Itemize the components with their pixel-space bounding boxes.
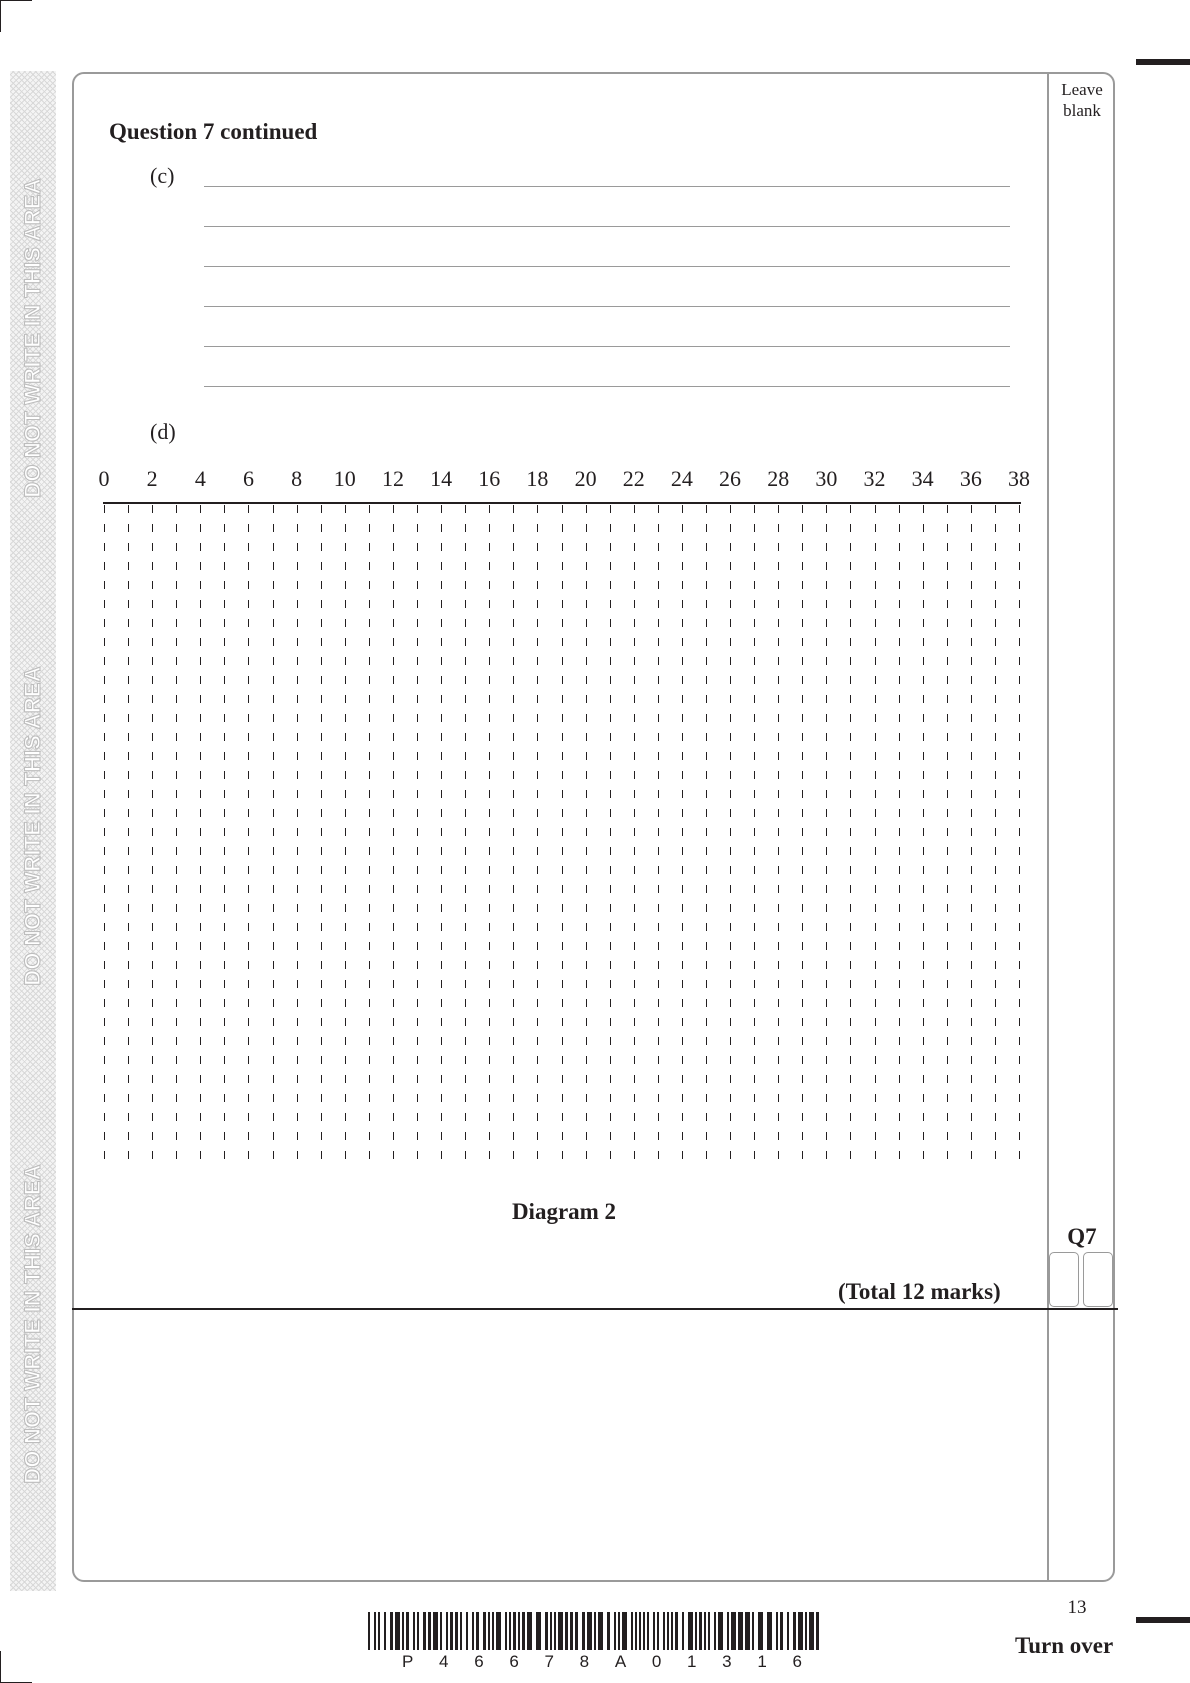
barcode-bar: [752, 1612, 754, 1650]
barcode-bar: [607, 1612, 610, 1650]
barcode-bar: [527, 1612, 532, 1650]
barcode-bar: [374, 1612, 376, 1650]
dashed-gridline: [393, 505, 394, 1159]
barcode-digit: 3: [722, 1652, 732, 1671]
dashed-gridline: [875, 505, 876, 1159]
axis-tick-label: 38: [1008, 466, 1030, 491]
barcode-bar: [639, 1612, 641, 1650]
barcode-bar: [554, 1612, 556, 1650]
barcode-bar: [413, 1612, 415, 1650]
turn-over-label: Turn over: [1015, 1633, 1114, 1658]
dashed-gridline: [658, 505, 659, 1159]
barcode-bar: [496, 1612, 501, 1650]
barcode-bar: [714, 1612, 716, 1650]
dashed-gridline: [200, 505, 201, 1159]
dashed-gridline: [273, 505, 274, 1159]
dashed-gridline: [321, 505, 322, 1159]
question-code: Q7: [1067, 1224, 1097, 1249]
do-not-write-label-top: DO NOT WRITE IN THIS AREA: [20, 178, 45, 498]
barcode-bar: [780, 1612, 783, 1650]
barcode-bar: [657, 1612, 659, 1650]
dashed-gridline: [369, 505, 370, 1159]
dashed-gridline: [610, 505, 611, 1159]
barcode-bar: [368, 1612, 370, 1650]
axis-tick-label: 10: [333, 466, 356, 491]
barcode-bar: [758, 1612, 763, 1650]
dashed-gridline: [995, 505, 996, 1159]
barcode-bar: [767, 1612, 772, 1650]
barcode-bar: [522, 1612, 525, 1650]
barcode-bar: [695, 1612, 697, 1650]
barcode-bar: [406, 1612, 409, 1650]
dashed-gridline: [297, 505, 298, 1159]
barcode-bar: [518, 1612, 520, 1650]
dashed-gridline: [754, 505, 755, 1159]
dashed-gridline: [345, 505, 346, 1159]
barcode-bar: [575, 1612, 578, 1650]
barcode-bar: [460, 1612, 462, 1650]
dashed-gridline: [562, 505, 563, 1159]
axis-tick-label: 24: [670, 466, 693, 491]
dashed-gridline: [176, 505, 177, 1159]
leave-blank-column-divider: [1047, 73, 1049, 1581]
barcode-bar: [798, 1612, 803, 1650]
dashed-gridline: [706, 505, 707, 1159]
barcode-bar: [675, 1612, 678, 1650]
page-number: 13: [1067, 1597, 1087, 1618]
answer-line[interactable]: [204, 266, 1010, 267]
barcode-bar: [390, 1612, 393, 1650]
barcode-digit: 6: [474, 1652, 484, 1671]
dashed-gridline: [1019, 505, 1020, 1159]
barcode-bar: [446, 1612, 448, 1650]
barcode-bar: [550, 1612, 552, 1650]
dashed-gridline: [971, 505, 972, 1159]
barcode-bar: [440, 1612, 442, 1650]
total-marks: (Total 12 marks): [838, 1279, 1001, 1304]
barcode-bar: [776, 1612, 778, 1650]
barcode-bar: [466, 1612, 468, 1650]
barcode-bar: [428, 1612, 431, 1650]
axis-tick-label: 6: [242, 466, 254, 491]
barcode-bar: [476, 1612, 479, 1650]
barcode-bar: [598, 1612, 603, 1650]
dashed-gridline: [248, 505, 249, 1159]
scale-axis-line: [103, 502, 1021, 504]
dashed-gridline: [586, 505, 587, 1159]
answer-frame: [72, 72, 1115, 1582]
axis-tick-label: 32: [863, 466, 886, 491]
axis-tick-label: 34: [911, 466, 934, 491]
barcode-bar: [395, 1612, 400, 1650]
barcode-bar: [731, 1612, 736, 1650]
barcode-digit: 8: [579, 1652, 590, 1671]
axis-tick-label: 14: [430, 466, 453, 491]
axis-tick-label: 8: [291, 466, 303, 491]
barcode-bar: [378, 1612, 380, 1650]
dashed-gridline: [899, 505, 900, 1159]
barcode-bar: [570, 1612, 573, 1650]
axis-tick-label: 36: [959, 466, 982, 491]
barcode-bar: [614, 1612, 616, 1650]
barcode-bar: [793, 1612, 796, 1650]
barcode-bar: [483, 1612, 486, 1650]
dashed-gridline: [128, 505, 129, 1159]
barcode-bar: [816, 1612, 819, 1650]
part-c-label: (c): [150, 163, 175, 188]
barcode-bar: [622, 1612, 627, 1650]
dashed-gridline: [778, 505, 779, 1159]
barcode-bar: [565, 1612, 568, 1650]
axis-tick-label: 18: [526, 466, 549, 491]
leave-blank-label: Leave blank: [1061, 80, 1103, 120]
barcode-bar: [718, 1612, 723, 1650]
barcode-digit: P: [402, 1652, 414, 1671]
dashed-gridline: [104, 505, 105, 1159]
answer-line[interactable]: [204, 346, 1010, 347]
axis-tick-label: 26: [719, 466, 742, 491]
barcode-digit: 6: [509, 1652, 519, 1671]
barcode-bar: [423, 1612, 426, 1650]
dashed-gridline: [682, 505, 683, 1159]
axis-tick-label: 20: [574, 466, 597, 491]
barcode-bar: [509, 1612, 511, 1650]
barcode-bar: [433, 1612, 438, 1650]
barcode-bar: [682, 1612, 684, 1650]
barcode-bar: [787, 1612, 789, 1650]
dashed-gridline: [513, 505, 514, 1159]
barcode-bar: [536, 1612, 541, 1650]
barcode-bar: [505, 1612, 507, 1650]
barcode-bar: [667, 1612, 669, 1650]
dashed-gridline: [441, 505, 442, 1159]
barcode-bar: [738, 1612, 743, 1650]
barcode-bar: [671, 1612, 673, 1650]
barcode-bar: [631, 1612, 633, 1650]
crop-mark-top-left: [0, 0, 1, 32]
barcode-digit: A: [614, 1652, 627, 1671]
crop-mark-top-left-h: [0, 0, 32, 1]
barcode-bar: [513, 1612, 516, 1650]
barcode-digit: 0: [651, 1652, 662, 1671]
axis-tick-label: 2: [146, 466, 158, 491]
diagram-caption: Diagram 2: [511, 1199, 617, 1224]
dashed-gridline: [802, 505, 803, 1159]
dashed-gridline: [923, 505, 924, 1159]
barcode-bar: [587, 1612, 592, 1650]
dashed-gridline: [730, 505, 731, 1159]
barcode-bar: [699, 1612, 702, 1650]
mark-box-1: [1049, 1252, 1079, 1307]
barcode-bar: [704, 1612, 706, 1650]
barcode-bar: [647, 1612, 649, 1650]
answer-line[interactable]: [204, 226, 1010, 227]
dashed-gridline: [947, 505, 948, 1159]
barcode-digits: [402, 1652, 802, 1672]
barcode-bar: [450, 1612, 453, 1650]
barcode-bar: [594, 1612, 596, 1650]
barcode-icon: [368, 1612, 826, 1650]
barcode-bar: [492, 1612, 494, 1650]
barcode-bar: [618, 1612, 620, 1650]
answer-line[interactable]: [204, 386, 1010, 387]
dashed-gridline: [224, 505, 225, 1159]
part-d-label: (d): [150, 419, 176, 444]
question-title: Question 7 continued: [109, 119, 318, 144]
barcode-bar: [582, 1612, 585, 1650]
dashed-gridline: [152, 505, 153, 1159]
do-not-write-label-middle: DO NOT WRITE IN THIS AREA: [20, 666, 45, 986]
barcode-digit: 6: [792, 1652, 802, 1671]
barcode-digit: 1: [687, 1652, 697, 1671]
axis-tick-label: 12: [381, 466, 404, 491]
axis-tick-label: 28: [767, 466, 790, 491]
barcode-bar: [472, 1612, 474, 1650]
barcode-bar: [417, 1612, 419, 1650]
barcode-bar: [558, 1612, 563, 1650]
dashed-gridline: [417, 505, 418, 1159]
barcode-bar: [663, 1612, 665, 1650]
dashed-gridline: [634, 505, 635, 1159]
barcode-bar: [727, 1612, 729, 1650]
crop-mark-bottom-left: [0, 1651, 1, 1683]
axis-tick-label: 22: [622, 466, 645, 491]
barcode-bar: [688, 1612, 693, 1650]
dashed-gridline: [537, 505, 538, 1159]
dashed-gridline: [489, 505, 490, 1159]
barcode-bar: [643, 1612, 645, 1650]
barcode-bar: [455, 1612, 458, 1650]
dashed-gridline: [465, 505, 466, 1159]
barcode-bar: [384, 1612, 386, 1650]
barcode-digit: 7: [544, 1652, 554, 1671]
dashed-gridline: [826, 505, 827, 1159]
answer-line[interactable]: [204, 186, 1010, 187]
crop-mark-right-top: [1136, 59, 1190, 65]
barcode-bar: [635, 1612, 637, 1650]
answer-line[interactable]: [204, 306, 1010, 307]
barcode-bar: [653, 1612, 655, 1650]
barcode-bar: [809, 1612, 814, 1650]
dashed-gridline: [850, 505, 851, 1159]
crop-mark-right-bottom: [1136, 1617, 1190, 1623]
barcode-bar: [805, 1612, 807, 1650]
barcode-bar: [402, 1612, 404, 1650]
do-not-write-label-bottom: DO NOT WRITE IN THIS AREA: [20, 1164, 45, 1484]
barcode-bar: [545, 1612, 548, 1650]
mark-box-2: [1083, 1252, 1113, 1307]
barcode-digit: 1: [757, 1652, 767, 1671]
axis-tick-label: 30: [815, 466, 838, 491]
barcode-bar: [708, 1612, 710, 1650]
barcode-bar: [488, 1612, 490, 1650]
axis-tick-label: 16: [478, 466, 501, 491]
barcode-digit: 4: [439, 1652, 449, 1671]
section-end-rule: [72, 1308, 1118, 1310]
barcode-bar: [745, 1612, 750, 1650]
axis-tick-label: 0: [98, 466, 110, 491]
axis-tick-label: 4: [194, 466, 206, 491]
